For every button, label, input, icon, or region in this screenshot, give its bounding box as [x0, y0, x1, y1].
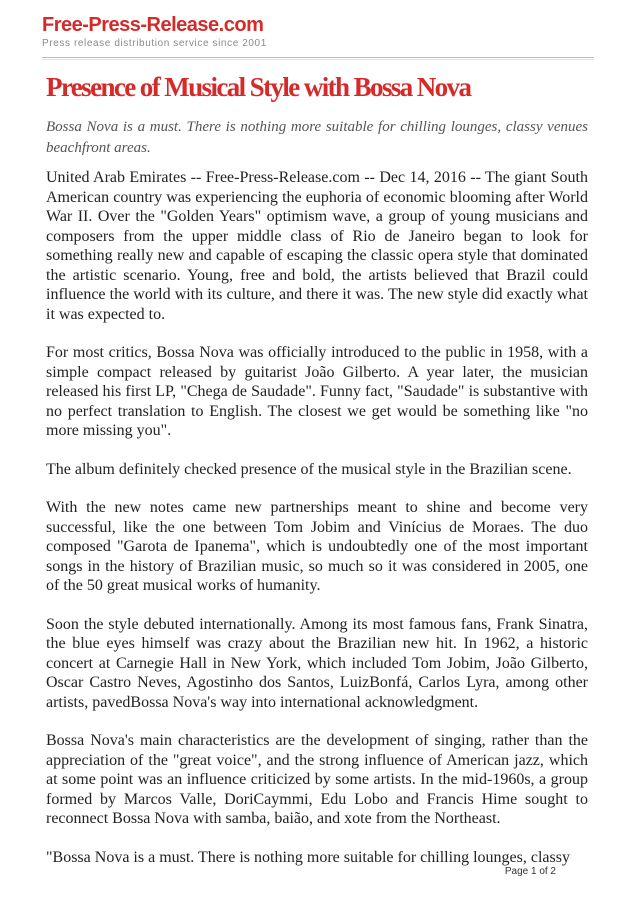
page-number: Page 1 of 2: [504, 866, 556, 877]
body-paragraph: The album definitely checked presence of the musical style in the Brazilian scene.: [46, 460, 572, 478]
body-paragraph: With the new notes came new partnerships meant to shine and become very successful, like the one between Tom Jobim and Vinícius de Moraes. The duo composed "Garota de Ipanema", which is undoubtedly one of the most important songs in the history of Brazilian music, so much so it was considered in 2005, one of the 50 great musical works of humanity.: [46, 499, 588, 594]
body-paragraph: For most critics, Bossa Nova was officially introduced to the public in 1958, with a simple compact released by guitarist João Gilberto. A year later, the musician released his first LP, "Chega de Saudade". Funny fact, "Saudade" is substantive with no perfect translation to English. The closest we get would be something like "no more missing you".: [46, 344, 588, 439]
article-summary: Bossa Nova is a must. There is nothing more suitable for chilling lounges, classy venues beachfront areas.: [46, 119, 588, 156]
site-tagline: Press release distribution service since 2001: [42, 38, 267, 49]
body-paragraph: United Arab Emirates -- Free-Press-Release.com -- Dec 14, 2016 -- The giant South American country was experiencing the euphoria of economic blooming after World War II. Over the "Golden Years" optimism wave, a group of young musicians and composers from the upper middle class of Rio de Janeiro began to look for something really new and capable of escaping the classic opera style that dominated the artistic scenario. Young, free and bold, the artists believed that Brazil could influence the world with its culture, and there it was. The new style did exactly what it was expected to.: [46, 169, 588, 323]
site-logo[interactable]: Free-Press-Release.com: [42, 14, 264, 36]
article-title: Presence of Musical Style with Bossa Nova: [46, 72, 471, 102]
body-paragraph: "Bossa Nova is a must. There is nothing more suitable for chilling lounges, classy: [46, 848, 570, 866]
body-paragraph: Bossa Nova's main characteristics are the development of singing, rather than the appreciation of the "great voice", and the strong influence of American jazz, which at some point was an influence criticized by some artists. In the mid-1960s, a group formed by Marcos Valle, DoriCaymmi, Edu Lobo and Francis Hime sought to reconnect Bossa Nova with samba, baião, and xote from the Northeast.: [46, 732, 588, 827]
article-body: [46, 168, 588, 886]
header-divider: [42, 57, 594, 60]
body-paragraph: Soon the style debuted internationally. Among its most famous fans, Frank Sinatra, the blue eyes himself was crazy about the Brazilian new hit. In 1962, a historic concert at Carnegie Hall in New York, which included Tom Jobim, João Gilberto, Oscar Castro Neves, Agostinho dos Santos, LuizBonfá, Carlos Lyra, among other artists, pavedBossa Nova's way into international acknowledgment.: [46, 615, 588, 711]
site-header: [42, 14, 594, 49]
